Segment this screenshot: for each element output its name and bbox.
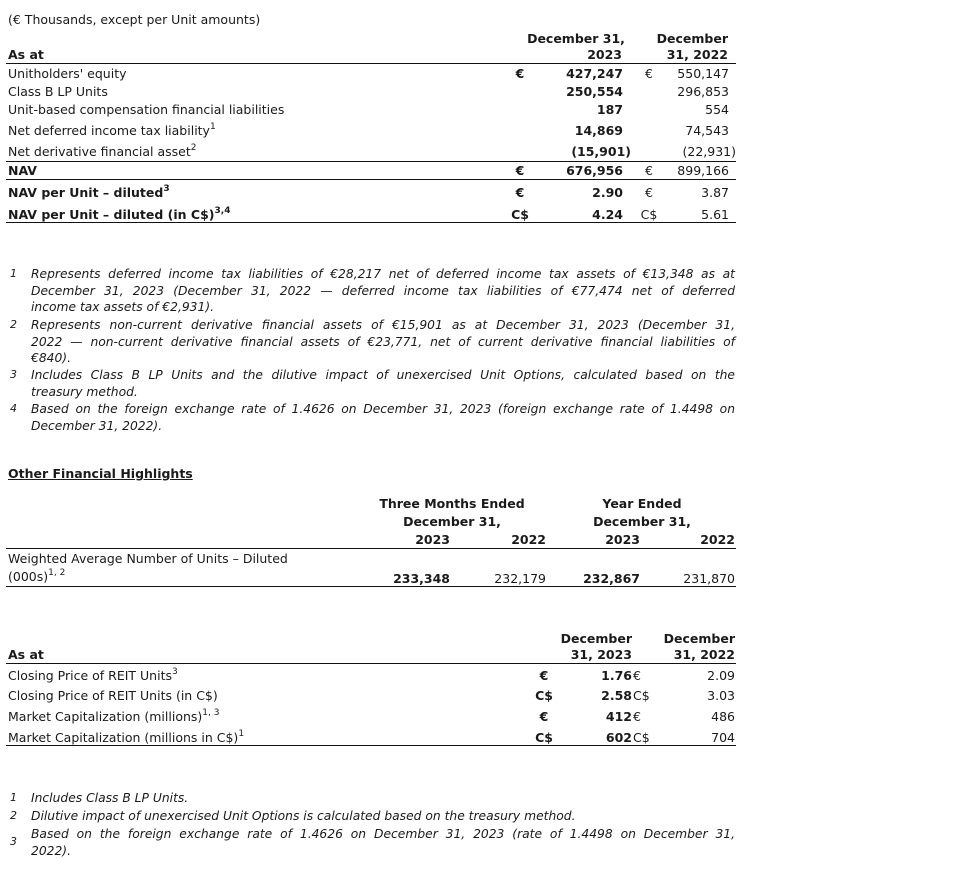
market-bottom-rule bbox=[6, 745, 736, 746]
footnote-line: Dilutive impact of unexercised Unit Options is calculated based on the treasury method. bbox=[31, 809, 576, 823]
other-highlights-title: Other Financial Highlights bbox=[8, 466, 193, 481]
footnote-number: 1 bbox=[10, 267, 17, 280]
footnote-number: 1 bbox=[10, 791, 17, 804]
footnote-line: Includes Class B LP Units and the dilutive impact of unexercised Unit Options, calculated based on the bbox=[31, 368, 735, 382]
footnote-line: income tax assets of €2,931). bbox=[31, 300, 215, 314]
row-label-text: Closing Price of REIT Units (in C$) bbox=[8, 688, 218, 703]
footnote-line: Based on the foreign exchange rate of 1.4626 on December 31, 2023 (foreign exchange rate of 1.4498 on bbox=[31, 402, 735, 416]
footnote-line: 2022). bbox=[31, 843, 72, 858]
year-ended-header-line1: Year Ended bbox=[602, 496, 682, 511]
value-2022: (22,931) bbox=[682, 144, 736, 159]
footnote-number: 3 bbox=[10, 835, 17, 848]
row-label-text: Market Capitalization (millions in C$) bbox=[8, 730, 239, 745]
currency-2023: € bbox=[515, 163, 525, 178]
row-label-text: NAV per Unit – diluted bbox=[8, 185, 164, 200]
market-col-2022-header-line1: December bbox=[663, 631, 735, 646]
footnote-line: €840). bbox=[31, 351, 72, 365]
currency-2022: € bbox=[645, 163, 653, 178]
units-row-label-line1: Weighted Average Number of Units – Diluted bbox=[8, 551, 288, 566]
row-label-text: Closing Price of REIT Units bbox=[8, 668, 172, 683]
footnote-line: December 31, 2022). bbox=[31, 418, 163, 433]
row-label-text: Class B LP Units bbox=[8, 84, 108, 99]
currency-2022: € bbox=[645, 66, 653, 81]
row-label-text: Market Capitalization (millions) bbox=[8, 709, 203, 724]
footnote-line: treasury method. bbox=[31, 384, 138, 399]
nav-header-rule bbox=[6, 63, 736, 64]
currency-2023: C$ bbox=[511, 207, 529, 222]
units-row-label-text: (000s) bbox=[8, 569, 49, 584]
value-2023: 1.76 bbox=[601, 668, 632, 683]
value-2023: 427,247 bbox=[566, 66, 623, 81]
value-2023: 187 bbox=[596, 102, 623, 117]
row-label-text: NAV bbox=[8, 163, 37, 178]
value-2022: 554 bbox=[705, 102, 729, 117]
market-col-2023-header-line1: December bbox=[560, 631, 632, 646]
footnote-line: Includes Class B LP Units. bbox=[31, 791, 189, 805]
value-2022: 550,147 bbox=[677, 66, 729, 81]
nav-col-2022-header-line2: 31, 2022 bbox=[666, 47, 728, 62]
market-col-2023-header-line2: 31, 2023 bbox=[570, 647, 632, 662]
market-row-header: As at bbox=[8, 647, 44, 662]
row-label bbox=[8, 84, 108, 99]
row-label bbox=[8, 66, 127, 81]
nav-bottom-rule bbox=[6, 222, 736, 223]
units-year-header: 2022 bbox=[511, 532, 546, 547]
footnote-number: 4 bbox=[10, 402, 17, 415]
row-label bbox=[8, 185, 170, 200]
currency-2022: C$ bbox=[640, 207, 658, 222]
currency-2022: € bbox=[633, 709, 641, 724]
market-header-rule bbox=[6, 663, 736, 664]
units-row-label-line2 bbox=[8, 569, 65, 584]
footnote-ref: 1 bbox=[238, 728, 245, 739]
units-value-3m-2023: 233,348 bbox=[393, 571, 450, 586]
value-2023: 602 bbox=[605, 730, 632, 745]
row-label-text: Net derivative financial asset bbox=[8, 144, 191, 159]
row-label bbox=[8, 668, 178, 683]
currency-2023: € bbox=[515, 185, 525, 200]
row-label-text: Unit-based compensation financial liabilities bbox=[8, 102, 285, 117]
nav-col-2023-header-line1: December 31, bbox=[527, 31, 625, 46]
row-label bbox=[8, 163, 37, 178]
units-year-header: 2022 bbox=[700, 532, 735, 547]
nav-subtotal-rule bbox=[6, 161, 736, 162]
currency-2023: € bbox=[539, 709, 549, 724]
row-label bbox=[8, 123, 216, 138]
value-2023: 14,869 bbox=[574, 123, 623, 138]
units-header-rule bbox=[6, 548, 736, 549]
value-2022: 704 bbox=[711, 730, 735, 745]
footnote-line: Represents deferred income tax liabilities of €28,217 net of deferred income tax assets of €13,348 as at bbox=[31, 267, 735, 281]
row-label bbox=[8, 730, 244, 745]
value-2022: 899,166 bbox=[677, 163, 729, 178]
footnote-ref: 3 bbox=[163, 183, 170, 194]
value-2023: 2.90 bbox=[592, 185, 623, 200]
value-2022: 5.61 bbox=[701, 207, 729, 222]
currency-2023: C$ bbox=[535, 688, 553, 703]
units-year-header: 2023 bbox=[415, 532, 450, 547]
units-row-footnote-ref: 1, 2 bbox=[48, 567, 66, 578]
units-value-year-2022: 231,870 bbox=[683, 571, 735, 586]
currency-2023: C$ bbox=[535, 730, 553, 745]
units-value-3m-2022: 232,179 bbox=[494, 571, 546, 586]
value-2023: (15,901) bbox=[571, 144, 631, 159]
footnote-ref: 3 bbox=[172, 666, 178, 677]
footnote-line: Based on the foreign exchange rate of 1.4626 on December 31, 2023 (rate of 1.4498 on December 31, bbox=[31, 827, 735, 841]
value-2023: 4.24 bbox=[592, 207, 623, 222]
footnote-ref: 1, 3 bbox=[202, 707, 220, 718]
value-2023: 412 bbox=[605, 709, 632, 724]
value-2022: 3.87 bbox=[701, 185, 729, 200]
footnote-line: December 31, 2023 (December 31, 2022 — deferred income tax liabilities of €77,474 net of deferred bbox=[31, 283, 735, 298]
units-value-year-2023: 232,867 bbox=[583, 571, 640, 586]
footnote-number: 2 bbox=[10, 318, 17, 331]
three-months-header-line1: Three Months Ended bbox=[379, 496, 525, 511]
value-2022: 3.03 bbox=[707, 688, 735, 703]
value-2022: 296,853 bbox=[677, 84, 729, 99]
footnote-line: 2022 — non-current derivative financial assets of €23,771, net of current derivative financial liabilities of bbox=[31, 334, 735, 349]
value-2023: 250,554 bbox=[566, 84, 623, 99]
nav-total-rule bbox=[6, 179, 736, 180]
footnote-ref: 1 bbox=[209, 121, 216, 132]
row-label bbox=[8, 207, 230, 222]
row-label-text: NAV per Unit – diluted (in C$) bbox=[8, 207, 215, 222]
currency-2023: € bbox=[515, 66, 525, 81]
value-2022: 2.09 bbox=[707, 668, 735, 683]
value-2023: 676,956 bbox=[566, 163, 623, 178]
footnote-line: Represents non-current derivative financial assets of €15,901 as at December 31, 2023 (December 31, bbox=[31, 318, 735, 332]
currency-2022: € bbox=[645, 185, 653, 200]
units-bottom-rule bbox=[6, 586, 736, 587]
units-note: (€ Thousands, except per Unit amounts) bbox=[8, 12, 261, 27]
market-col-2022-header-line2: 31, 2022 bbox=[673, 647, 735, 662]
nav-row-header: As at bbox=[8, 47, 44, 62]
row-label bbox=[8, 688, 218, 703]
footnote-number: 3 bbox=[10, 368, 17, 381]
row-label bbox=[8, 144, 197, 159]
currency-2022: C$ bbox=[633, 688, 650, 703]
value-2022: 74,543 bbox=[685, 123, 729, 138]
currency-2022: € bbox=[633, 668, 641, 683]
three-months-header-line2: December 31, bbox=[403, 514, 501, 529]
nav-col-2023-header-line2: 2023 bbox=[587, 47, 622, 62]
units-year-header: 2023 bbox=[605, 532, 640, 547]
footnote-number: 2 bbox=[10, 809, 17, 822]
nav-col-2022-header-line1: December bbox=[656, 31, 728, 46]
year-ended-header-line2: December 31, bbox=[593, 514, 691, 529]
currency-2023: € bbox=[539, 668, 549, 683]
currency-2022: C$ bbox=[633, 730, 650, 745]
value-2022: 486 bbox=[711, 709, 735, 724]
row-label-text: Net deferred income tax liability bbox=[8, 123, 210, 138]
row-label-text: Unitholders' equity bbox=[8, 66, 127, 81]
row-label bbox=[8, 102, 284, 117]
footnote-ref: 3,4 bbox=[214, 205, 231, 216]
value-2023: 2.58 bbox=[601, 688, 632, 703]
row-label bbox=[8, 709, 219, 724]
footnote-ref: 2 bbox=[190, 142, 197, 153]
